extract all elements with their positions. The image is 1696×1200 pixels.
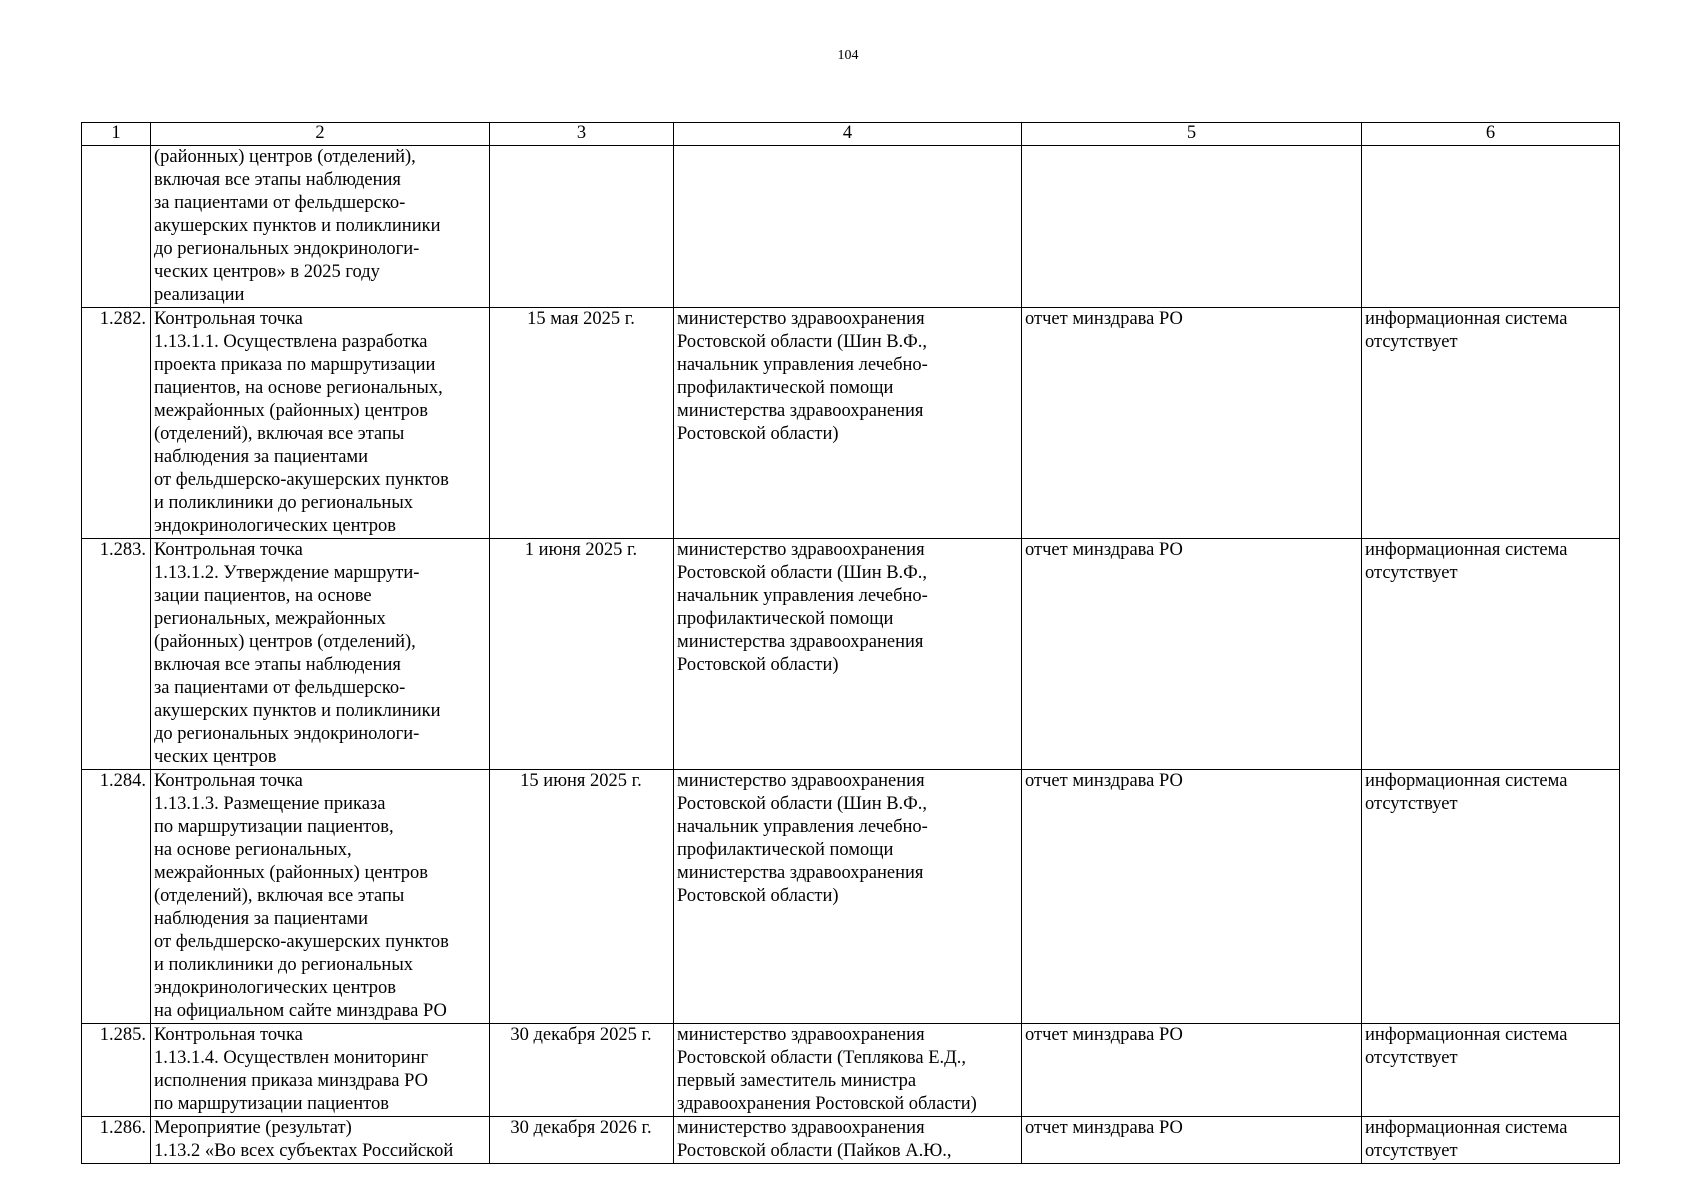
row-system — [1362, 146, 1620, 308]
row-system: информационная система отсутствует — [1362, 770, 1620, 1024]
table-row — [82, 308, 1620, 539]
table-row — [82, 1117, 1620, 1164]
row-document: отчет минздрава РО — [1022, 1117, 1362, 1164]
row-date: 30 декабря 2026 г. — [490, 1117, 674, 1164]
row-date: 1 июня 2025 г. — [490, 539, 674, 770]
row-system: информационная система отсутствует — [1362, 1117, 1620, 1164]
row-responsible: министерство здравоохранения Ростовской области (Пайков А.Ю., — [674, 1117, 1022, 1164]
row-responsible: министерство здравоохранения Ростовской области (Шин В.Ф., начальник управления лечебно- профилактической помощи министерства здравоохранения Ростовской области) — [674, 770, 1022, 1024]
plan-table — [81, 122, 1620, 1164]
column-header: 1 — [82, 123, 151, 146]
row-system: информационная система отсутствует — [1362, 308, 1620, 539]
row-number: 1.285. — [82, 1024, 151, 1117]
row-system: информационная система отсутствует — [1362, 539, 1620, 770]
table-row — [82, 770, 1620, 1024]
row-document — [1022, 146, 1362, 308]
row-date: 15 мая 2025 г. — [490, 308, 674, 539]
table-row — [82, 539, 1620, 770]
row-system: информационная система отсутствует — [1362, 1024, 1620, 1117]
row-date: 15 июня 2025 г. — [490, 770, 674, 1024]
row-date — [490, 146, 674, 308]
row-document: отчет минздрава РО — [1022, 770, 1362, 1024]
row-number: 1.286. — [82, 1117, 151, 1164]
row-number: 1.284. — [82, 770, 151, 1024]
row-number: 1.282. — [82, 308, 151, 539]
row-document: отчет минздрава РО — [1022, 1024, 1362, 1117]
page-number: 104 — [837, 48, 859, 63]
column-header: 3 — [490, 123, 674, 146]
column-header: 6 — [1362, 123, 1620, 146]
table-header-row — [82, 123, 1620, 146]
row-number: 1.283. — [82, 539, 151, 770]
column-header: 2 — [151, 123, 490, 146]
row-description: Контрольная точка 1.13.1.2. Утверждение маршрути- зации пациентов, на основе региональных, межрайонных (районных) центров (отделений), включая все этапы наблюдения за пациентами от фельдшерско- акушерских пунктов и поликлиники до региональных эндокринологи- ческих центров — [151, 539, 490, 770]
row-description: Мероприятие (результат) 1.13.2 «Во всех субъектах Российской — [151, 1117, 490, 1164]
row-responsible: министерство здравоохранения Ростовской области (Шин В.Ф., начальник управления лечебно- профилактической помощи министерства здравоохранения Ростовской области) — [674, 308, 1022, 539]
row-number — [82, 146, 151, 308]
row-date: 30 декабря 2025 г. — [490, 1024, 674, 1117]
row-description: Контрольная точка 1.13.1.4. Осуществлен мониторинг исполнения приказа минздрава РО по маршрутизации пациентов — [151, 1024, 490, 1117]
row-description: Контрольная точка 1.13.1.3. Размещение приказа по маршрутизации пациентов, на основе региональных, межрайонных (районных) центров (отделений), включая все этапы наблюдения за пациентами от фельдшерско-акушерских пунктов и поликлиники до региональных эндокринологических центров на официальном сайте минздрава РО — [151, 770, 490, 1024]
row-description: (районных) центров (отделений), включая все этапы наблюдения за пациентами от фельдшерско- акушерских пунктов и поликлиники до региональных эндокринологи- ческих центров» в 2025 году реализации — [151, 146, 490, 308]
row-responsible — [674, 146, 1022, 308]
row-responsible: министерство здравоохранения Ростовской области (Теплякова Е.Д., первый заместитель министра здравоохранения Ростовской области) — [674, 1024, 1022, 1117]
table-row — [82, 146, 1620, 308]
column-header: 4 — [674, 123, 1022, 146]
table-row — [82, 1024, 1620, 1117]
row-responsible: министерство здравоохранения Ростовской области (Шин В.Ф., начальник управления лечебно- профилактической помощи министерства здравоохранения Ростовской области) — [674, 539, 1022, 770]
row-document: отчет минздрава РО — [1022, 539, 1362, 770]
row-document: отчет минздрава РО — [1022, 308, 1362, 539]
column-header: 5 — [1022, 123, 1362, 146]
row-description: Контрольная точка 1.13.1.1. Осуществлена разработка проекта приказа по маршрутизации пациентов, на основе региональных, межрайонных (районных) центров (отделений), включая все этапы наблюдения за пациентами от фельдшерско-акушерских пунктов и поликлиники до региональных эндокринологических центров — [151, 308, 490, 539]
